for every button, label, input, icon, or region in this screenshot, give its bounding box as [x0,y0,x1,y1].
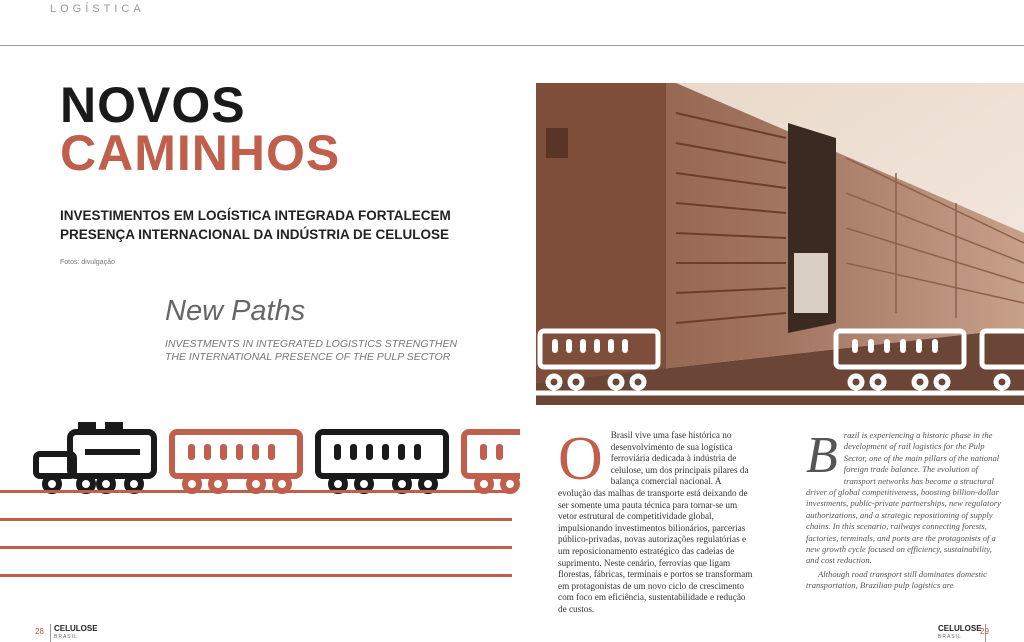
rail-line [0,490,512,493]
magazine-logo [50,624,98,642]
header-divider [0,45,1024,46]
wagon-icon [318,432,446,491]
wagon-icon [172,432,300,491]
logo-subtext: BRASIL [54,634,78,640]
page-number-left: 28 [35,627,44,636]
article-column-en [806,427,1006,592]
magazine-logo [938,624,986,642]
drop-cap: O [558,425,603,493]
rail-line [0,574,512,577]
headline-line-1: NOVOS [60,77,246,133]
rail-line [0,518,512,521]
locomotive-icon [36,422,154,491]
article-paragraph: Brasil vive uma fase histórica no desenvolvimento de sua logística ferroviária dedicada à indústria de celulose, um dos principais pilares da balança comercial nacional. A evolução das malhas de transporte está deixando de ser somente uma pauta técnica para tornar-se um vetor estrutural de competitividade global, impulsionando investimentos bilionários, parcerias público-privadas, novas autorizações regulatórias e um reposicionamento estratégico das cadeias de suprimento. Neste cenário, ferrovias que ligam florestas, fábricas, terminais e portos se transformam em protagonistas de um novo ciclo de crescimento com foco em eficiência, sustentabilidade e redução de custos. [558,430,753,614]
logo-text: CELULOSE [938,624,982,633]
subheadline [60,206,500,244]
english-headline: New Paths [165,295,306,327]
english-subheadline-line-2: THE INTERNATIONAL PRESENCE OF THE PULP SECTOR [165,351,451,363]
subheadline-line-2: PRESENÇA INTERNACIONAL DA INDÚSTRIA DE CELULOSE [60,227,450,242]
freight-train-photo [536,83,1024,405]
headline-line-2: CAMINHOS [60,125,341,181]
subheadline-line-1: INVESTIMENTOS EM LOGÍSTICA INTEGRADA FORTALECEM [60,208,451,223]
wagon-icon [464,432,520,491]
english-subheadline-line-1: INVESTMENTS IN INTEGRATED LOGISTICS STRENGTHEN [165,338,458,350]
page-number-right: 29 [980,627,989,636]
rail-line [0,546,512,549]
train-illustration [30,418,520,498]
logo-text: CELULOSE [54,624,98,633]
photo-credit: Fotos: divulgação [60,259,115,266]
english-subheadline [165,338,465,364]
drop-cap: B [806,427,838,484]
article-paragraph: razil is experiencing a historic phase in the development of rail logistics for the Pulp Sector, one of the main pillars of the national foreign trade balance. The evolution of transport networks has become a structural driver of global competitiveness, boosting billion-dollar investments, public-private partnerships, new regulatory authorizations, and a strategic repositioning of supply chains. In this scenario, railways connecting forests, factories, terminals, and ports are the protagonists of a new growth cycle focused on efficiency, sustainability, and cost reduction. [806,430,1001,566]
logo-subtext: BRASIL [938,634,962,640]
article-column-pt [558,425,756,616]
section-label: LOGÍSTICA [50,3,145,15]
article-paragraph: Although road transport still dominates domestic transportation, Brazilian pulp logistics are [806,568,987,591]
